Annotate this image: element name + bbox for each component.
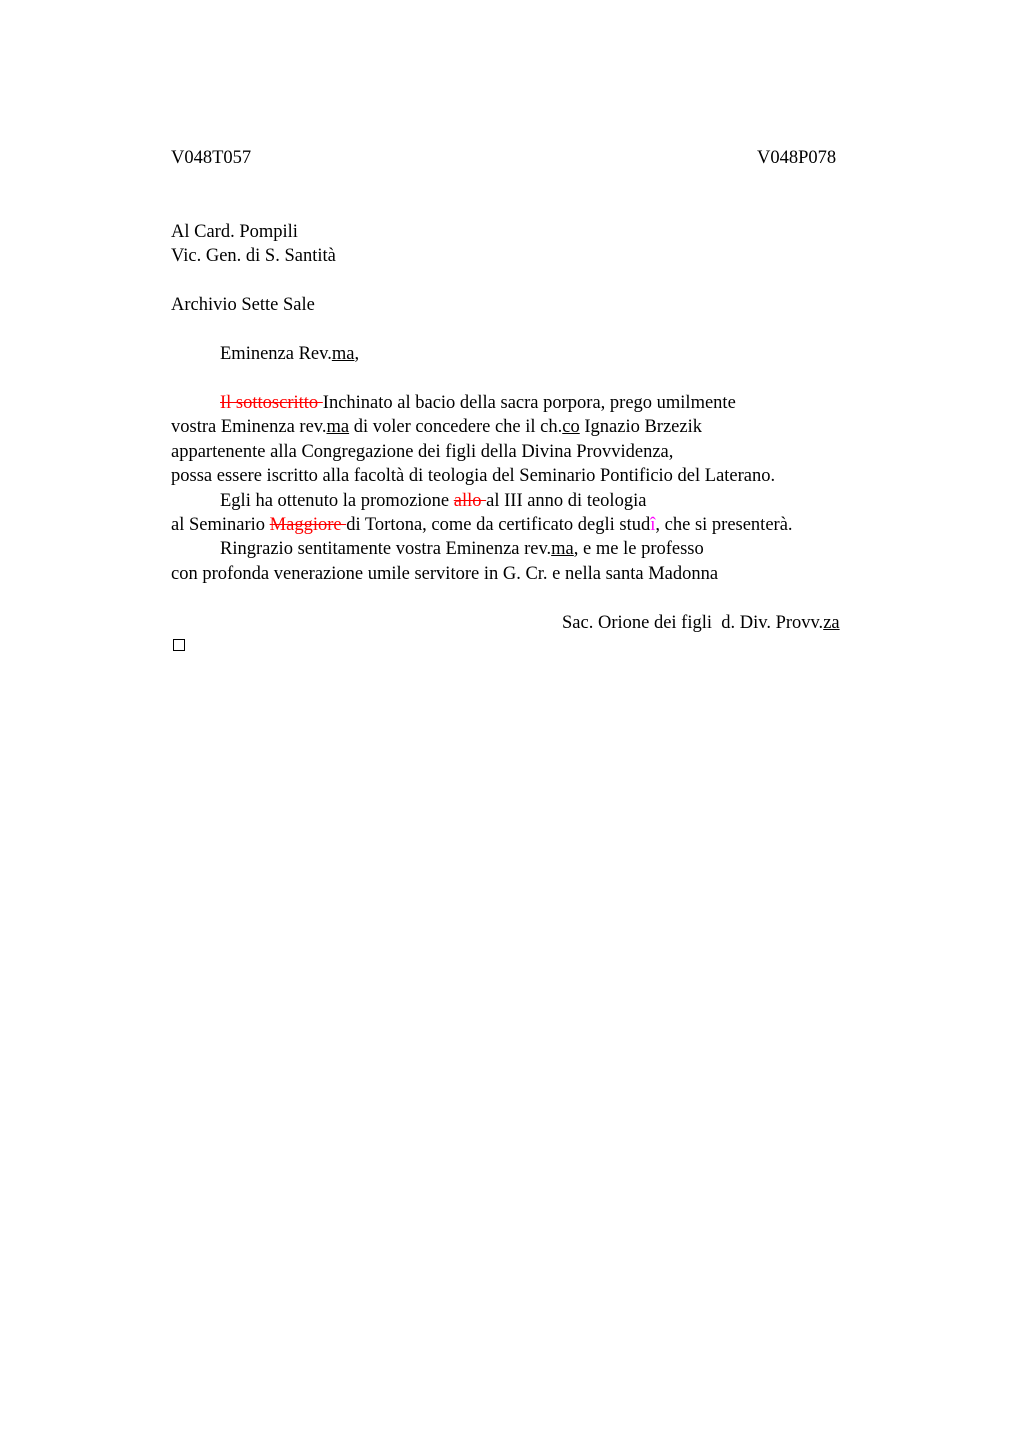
checkbox-square	[173, 639, 185, 651]
salutation: Eminenza Rev.ma,	[220, 344, 360, 364]
body-line-4: possa essere iscritto alla facoltà di teologia del Seminario Pontificio del Laterano.	[171, 466, 776, 486]
signature: Sac. Orione dei figli d. Div. Provv.za	[562, 613, 840, 633]
body-line-2: vostra Eminenza rev.ma di voler concedere che il ch.co Ignazio Brzezik	[171, 417, 702, 437]
body-line-3: appartenente alla Congregazione dei figli della Divina Provvidenza,	[171, 442, 674, 462]
right-code: V048P078	[757, 148, 837, 168]
body-line-7: Ringrazio sentitamente vostra Eminenza rev.ma, e me le professo	[220, 539, 704, 559]
deleted-text: Maggiore	[269, 515, 347, 535]
recipient-line-1: Al Card. Pompili	[171, 222, 298, 242]
archive-line: Archivio Sette Sale	[171, 295, 315, 315]
body-line-6: al Seminario Maggiore di Tortona, come da certificato degli studî, che si presenterà.	[171, 515, 793, 535]
body-line-5: Egli ha ottenuto la promozione allo al III anno di teologia	[220, 491, 647, 511]
recipient-line-2: Vic. Gen. di S. Santità	[171, 246, 336, 266]
deleted-text: Il sottoscritto	[220, 393, 323, 413]
inserted-text: î	[650, 515, 656, 535]
body-line-8: con profonda venerazione umile servitore in G. Cr. e nella santa Madonna	[171, 564, 719, 584]
body-line-1: Il sottoscritto Inchinato al bacio della sacra porpora, prego umilmente	[220, 393, 736, 413]
left-code: V048T057	[171, 148, 252, 168]
deleted-text: allo	[453, 491, 487, 511]
